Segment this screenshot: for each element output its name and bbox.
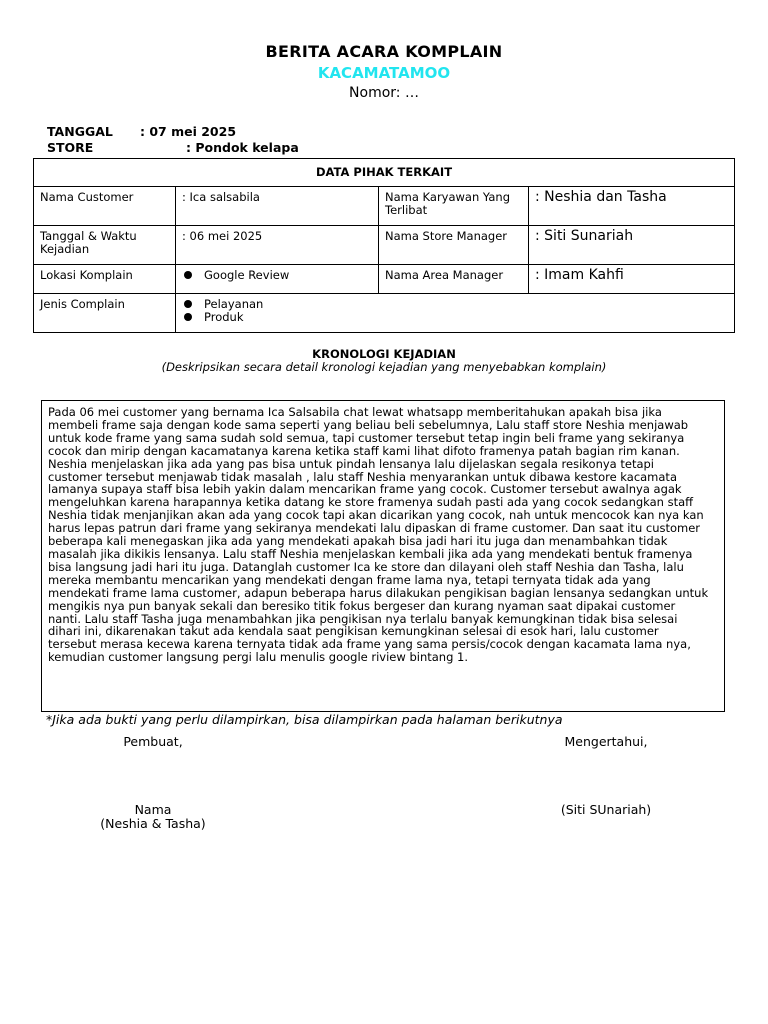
text-line: mendekati frame lama customer, adapun beberapa harus dilakukan pengikisan bagian lensanya sedangkan untuk [48,585,709,600]
bullet-icon [184,271,192,279]
attachment-note: *Jika ada bukti yang perlu dilampirkan, bisa dilampirkan pada halaman berikutnya [46,712,563,727]
text-line: customer tersebut menjawab tidak masalah , lalu staff Neshia menyarankan untuk dibawa kestore kacamata [48,469,677,484]
text-line: membeli frame saja dengan kode sama seperti yang beliau beli sebelumnya, Lalu staff store Neshia menjawab [48,417,689,432]
list-item: Pelayanan [182,298,728,311]
text-line: tersebut merasa kecewa karena ternyata tidak ada frame yang sama persis/cocok dengan kacamata lama nya, [48,637,691,652]
text-line: mengikis nya pun banyak sekali dan beresiko titik fokus bergeser dan kurang nyaman saat dipakai customer [48,598,676,613]
nama-karyawan-label: Nama Karyawan Yang Terlibat [379,187,529,226]
text-line: harus lepas patrun dari frame yang sekiranya mendekati lalu dipaskan di frame customer. Dan saat itu customer [48,521,701,536]
text-line: Neshia menjelaskan jika ada yang pas bisa untuk pindah lensanya lalu dijelaskan segala resikonya tetapi [48,456,655,471]
jenis-complain-label: Jenis Complain [34,294,176,333]
text-line: mereka membantu mencarikan yang mendekati dengan frame lama nya, tetapi ternyata tidak ada yang [48,572,651,587]
pembuat-nama-label: Nama [134,802,172,817]
text-line: beberapa kali menegaskan jika ada yang mendekati apakah bisa jadi hari itu juga dan menambahkan tidak [48,534,668,549]
pembuat-nama: (Neshia & Tasha) [100,816,206,831]
area-manager-label: Nama Area Manager [379,265,529,294]
nama-customer-label: Nama Customer [34,187,176,226]
tanggal-waktu-value: : 06 mei 2025 [176,226,379,265]
company-name: KACAMATAMOO [317,64,451,82]
kronologi-subtitle: (Deskripsikan secara detail kronologi kejadian yang menyebabkan komplain) [161,360,607,374]
mengetahui-label: Mengertahui, [564,734,648,749]
text-line: mengeluhkan karena harapannya ketika datang ke store framenya sudah pasti ada yang cocok sedangkan staff [48,495,694,510]
text-line: Pada 06 mei customer yang bernama Ica Salsabila chat lewat whatsapp memberitahukan apakah bisa jika [48,405,662,419]
list-item: Google Review [182,269,372,282]
tanggal-label: TANGGAL [47,124,113,139]
kronologi-textbox [41,400,725,712]
bullet-icon [184,313,192,321]
mengetahui-nama: (Siti SUnariah) [560,802,652,817]
list-item: Produk [182,311,728,324]
text-line: dihari ini, dikarenakan takut ada kendala saat pengikisan kemungkinan selesai di esok hari, lalu customer [48,624,659,639]
pembuat-label: Pembuat, [123,734,183,749]
store-label: STORE [47,140,94,155]
lokasi-komplain-value [176,265,379,294]
text-line: masalah jika dikikis lensanya. Lalu staff Neshia menjelaskan kembali jika ada yang mendekati bentuk framenya [48,546,693,561]
nama-customer-value: : Ica salsabila [176,187,379,226]
text-line: bisa langsung jadi hari itu juga. Datanglah customer Ica ke store dan dilayani oleh staff Neshia dan Tasha, lalu [48,559,684,574]
document-number: Nomor: … [349,85,419,101]
text-line: cocok dan mirip dengan kacamatanya karena ketika staff kami lihat difoto framenya patah bagian rim kanan. [48,443,680,458]
text-line: lamanya supaya staff bisa lebih yakin dalam mencarikan frame yang cocok. Customer tersebut awalnya agak [48,482,682,497]
jenis-complain-value [176,294,735,333]
tanggal-value: : 07 mei 2025 [140,124,237,139]
store-value: : Pondok kelapa [186,140,299,155]
store-manager-label: Nama Store Manager [379,226,529,265]
text-line: nanti. Lalu staff Tasha juga menambahkan jika pengikisan nya terlalu banyak kemungkinan tidak bisa selesai [48,611,678,626]
document-title: BERITA ACARA KOMPLAIN [265,42,503,61]
bullet-icon [184,300,192,308]
area-manager-value: : Imam Kahfi [529,265,735,294]
text-line: kemudian customer langsung pergi lalu menulis google riview bintang 1. [48,650,469,665]
nama-karyawan-value: : Neshia dan Tasha [529,187,735,226]
data-pihak-table [33,158,735,333]
table-heading: DATA PIHAK TERKAIT [34,159,735,187]
lokasi-komplain-label: Lokasi Komplain [34,265,176,294]
text-line: Neshia tidak menjanjikan akan ada yang cocok tapi akan dicarikan yang cocok, nah untuk mencocok kan nya kan [48,508,704,523]
store-manager-value: : Siti Sunariah [529,226,735,265]
tanggal-waktu-label: Tanggal & Waktu Kejadian [34,226,176,265]
text-line: untuk kode frame yang sama sudah sold semua, tapi customer tersebut tetap ingin beli frame yang sekiranya [48,430,685,445]
kronologi-title: KRONOLOGI KEJADIAN [312,347,456,361]
